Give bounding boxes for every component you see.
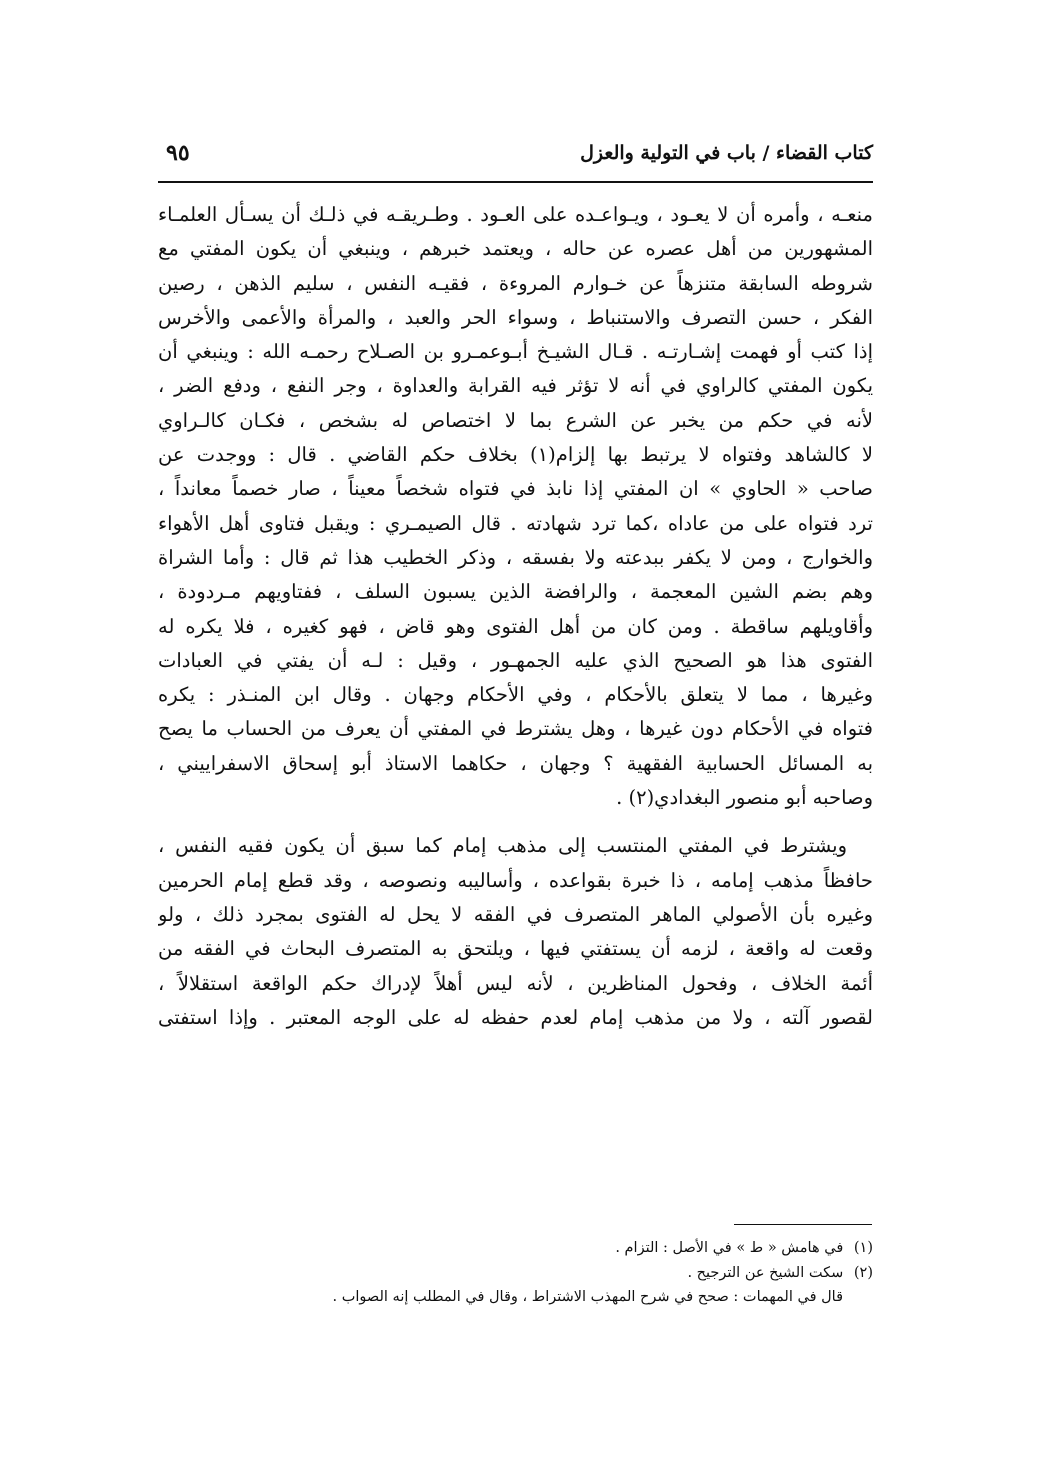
header-rule [158, 181, 873, 183]
footnote-number: (١) [853, 1240, 873, 1256]
footnote-rule [734, 1224, 872, 1225]
text-line: والخوارج ، ومن لا يكفر ببدعته ولا بفسقه ، وذكر الخطيب هذا ثم قال : وأما الشراة [158, 545, 873, 569]
text-line: وصاحبه أبو منصور البغدادي(٢) . [616, 786, 873, 810]
text-line: أئمة الخلاف ، وفحول المناظرين ، لأنه ليس أهلاً لإدراك حكم الواقعة استقلالاً ، [158, 971, 873, 995]
text-line: شروطه السابقة متنزهاً عن خـوارم المروءة ، فقيـه النفس ، سليم الذهن ، رصين [158, 271, 873, 295]
text-line: يكون المفتي كالراوي في أنه لا تؤثر فيه القرابة والعداوة ، وجر النفع ، ودفع الضر ، [158, 374, 873, 398]
running-title: كتاب القضاء / باب في التولية والعزل [580, 142, 873, 164]
text-line: وغيره بأن الأصولي الماهر المتصرف في الفقه لا يحل له الفتوى بمجرد ذلك ، ولو [158, 902, 873, 926]
text-line: وغيرها ، مما لا يتعلق بالأحكام ، وفي الأحكام وجهان . وقال ابن المنـذر : يكره [158, 683, 873, 707]
main-text [158, 198, 873, 1035]
footnote-text: في هامش « ط » في الأصل : التزام . [615, 1240, 844, 1256]
footnote-1 [158, 1236, 873, 1261]
text-line: صاحب « الحاوي » ان المفتي إذا نابذ في فتواه شخصاً معيناً ، صار خصماً معانداً ، [158, 477, 873, 501]
text-line: لقصور آلته ، ولا من مذهب إمام لعدم حفظه له على الوجه المعتبر . وإذا استفتى [158, 1005, 873, 1029]
text-line: فتواه في الأحكام دون غيرها ، وهل يشترط في المفتي أن يعرف من الحساب ما يصح [158, 717, 873, 741]
paragraph-1 [158, 198, 873, 815]
text-line: ترد فتواه على من عاداه ،كما ترد شهادته . قال الصيمـري : ويقبل فتاوى أهل الأهواء [158, 511, 873, 535]
text-line: به المسائل الحسابية الفقهية ؟ وجهان ، حكاهما الاستاذ أبو إسحاق الاسفراييني ، [158, 751, 873, 775]
text-line: لأنه في حكم من يخبر عن الشرع بما لا اختصاص له بشخص ، فكـان كالـراوي [158, 408, 873, 432]
footnotes [158, 1236, 873, 1310]
footnote-2-continuation: قال في المهمات : صحح في شرح المهذب الاشتراط ، وقال في المطلب إنه الصواب . [332, 1289, 843, 1305]
text-line: وقعت له واقعة ، لزمه أن يستفتي فيها ، ويلتحق به المتصرف البحاث في الفقه من [158, 937, 873, 961]
text-line: إذا كتب أو فهمت إشـارتـه . قـال الشيـخ أبـوعمـرو بن الصـلاح رحمـه الله : وينبغي أن [158, 340, 873, 364]
text-line: الفتوى هذا هو الصحيح الذي عليه الجمهـور ، وقيل : لـه أن يفتي في العبادات [158, 648, 873, 672]
text-line: حافظاً مذهب إمامه ، ذا خبرة بقواعده ، وأساليبه ونصوصه ، وقد قطع إمام الحرمين [158, 868, 873, 892]
footnote-2 [158, 1261, 873, 1286]
paragraph-2 [158, 829, 873, 1035]
text-line: منعـه ، وأمره أن لا يعـود ، ويـواعـده على العـود . وطـريقـه في ذلـك أن يسـأل العلمـاء [158, 203, 873, 226]
text-line: ويشترط في المفتي المنتسب إلى مذهب إمام كما سبق أن يكون فقيه النفس ، [158, 834, 847, 858]
text-line: لا كالشاهد وفتواه لا يرتبط بها إلزام(١) بخلاف حكم القاضي . قال : ووجدت عن [158, 443, 873, 467]
footnote-number: (٢) [853, 1264, 873, 1281]
text-line: الفكر ، حسن التصرف والاستنباط ، وسواء الحر والعبد ، والمرأة والأعمى والأخرس [158, 305, 873, 329]
page-header [158, 138, 873, 178]
text-line: المشهورين من أهل عصره عن حاله ، ويعتمد خبرهم ، وينبغي أن يكون المفتي مع [158, 237, 873, 261]
footnote-text: سكت الشيخ عن الترجيح . [687, 1264, 844, 1281]
page-number: ٩٥ [166, 140, 190, 166]
text-line: وأقاويلهم ساقطة . ومن كان من أهل الفتوى وهو قاض ، فهو كغيره ، فلا يكره له [158, 614, 873, 638]
text-line: وهم بضم الشين المعجمة ، والرافضة الذين يسبون السلف ، ففتاويهم مـردودة ، [158, 580, 873, 604]
